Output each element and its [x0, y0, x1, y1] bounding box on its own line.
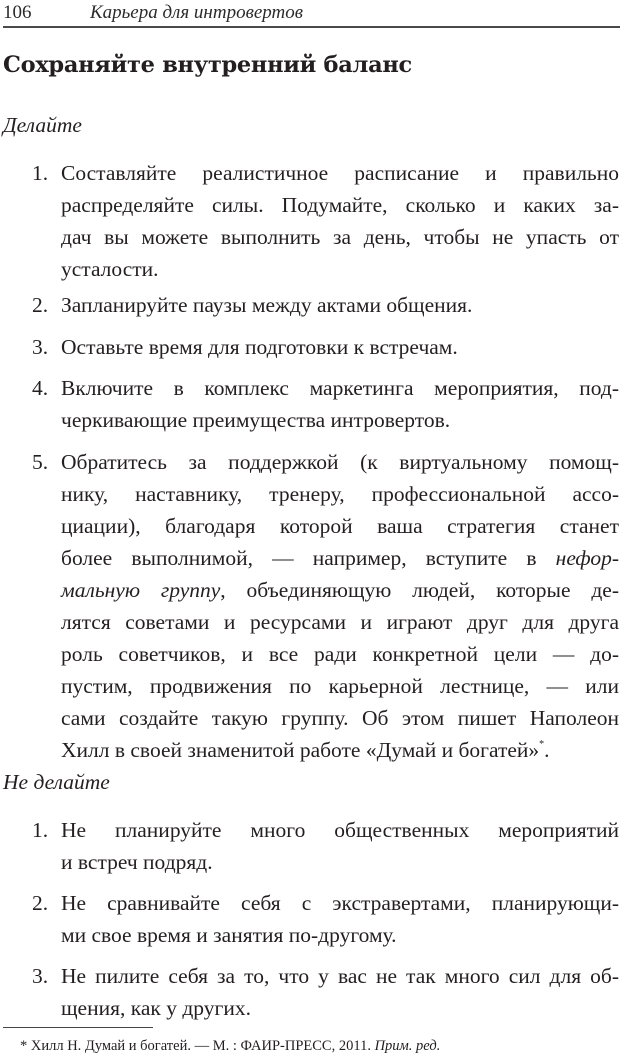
- item-line: циации), благодаря которой ваша стратегия станет: [61, 514, 619, 538]
- item-line: лятся советами и ресурсами и играют друг для друга: [61, 610, 619, 634]
- line-text: более выполнимой, — например, вступите в: [61, 546, 537, 570]
- item-line: сами создайте такую группу. Об этом пишет Наполеон: [61, 706, 619, 730]
- item-number: 4.: [32, 376, 49, 400]
- item-line: щения, как у других.: [61, 996, 251, 1020]
- item-number: 1.: [32, 818, 49, 842]
- item-line: Не планируйте много общественных мероприятий: [61, 818, 619, 842]
- item-number: 2.: [32, 293, 49, 317]
- footnote-rule: [3, 1027, 153, 1028]
- line-text: .: [544, 738, 550, 762]
- running-head: [3, 2, 620, 24]
- item-line: Запланируйте паузы между актами общения.: [61, 293, 473, 317]
- book-title: Карьера для интровертов: [90, 2, 303, 23]
- item-line: нику, наставнику, тренеру, профессиональной ассо-: [61, 482, 619, 506]
- footnote-marker[interactable]: *: [539, 739, 545, 750]
- item-line: распределяйте силы. Подумайте, сколько и каких за-: [61, 193, 619, 217]
- item-line: Включите в комплекс маркетинга мероприятия, под-: [61, 376, 619, 400]
- header-rule: [3, 26, 620, 28]
- footnote: [20, 1038, 440, 1055]
- item-line: Составляйте реалистичное расписание и правильно: [61, 161, 619, 185]
- item-line: роль советчиков, и все ради конкретной цели — до-: [61, 642, 619, 666]
- footnote-text: * Хилл Н. Думай и богатей. — М. : ФАИР-ПРЕСС, 2011.: [20, 1038, 375, 1054]
- item-line: дач вы можете выполнить за день, чтобы не упасть от: [61, 225, 619, 249]
- item-number: 2.: [32, 891, 49, 915]
- line-text: Хилл в своей знаменитой работе «Думай и богатей»: [61, 738, 540, 762]
- item-number: 5.: [32, 450, 49, 474]
- item-line: [61, 542, 619, 574]
- italic-text: мальную группу: [61, 578, 221, 602]
- item-line: [61, 574, 619, 606]
- item-line: и встреч подряд.: [61, 850, 213, 874]
- page-number: 106: [3, 2, 32, 23]
- item-number: 3.: [32, 335, 49, 359]
- footnote-editor-note: Прим. ред.: [374, 1038, 441, 1054]
- line-text: , объединяющую людей, которые де-: [220, 578, 619, 602]
- item-line: усталости.: [61, 257, 159, 281]
- item-number: 3.: [32, 964, 49, 988]
- item-line: пустим, продвижения по карьерной лестнице, — или: [61, 674, 619, 698]
- italic-text: нефор-: [555, 546, 619, 570]
- item-line: Не пилите себя за то, что у вас не так много сил для об-: [61, 964, 619, 988]
- item-line: Оставьте время для подготовки к встречам.: [61, 335, 458, 359]
- do-heading: Делайте: [3, 113, 82, 137]
- item-line: черкивающие преимущества интровертов.: [61, 408, 451, 432]
- section-title: Сохраняйте внутренний баланс: [3, 52, 412, 78]
- item-number: 1.: [32, 161, 49, 185]
- item-line: Не сравнивайте себя с экстравертами, планирующи-: [61, 891, 619, 915]
- dont-heading: Не делайте: [3, 770, 110, 794]
- item-line: Обратитесь за поддержкой (к виртуальному помощ-: [61, 450, 619, 474]
- item-line: ми свое время и занятия по-другому.: [61, 923, 397, 947]
- item-line: [61, 734, 619, 766]
